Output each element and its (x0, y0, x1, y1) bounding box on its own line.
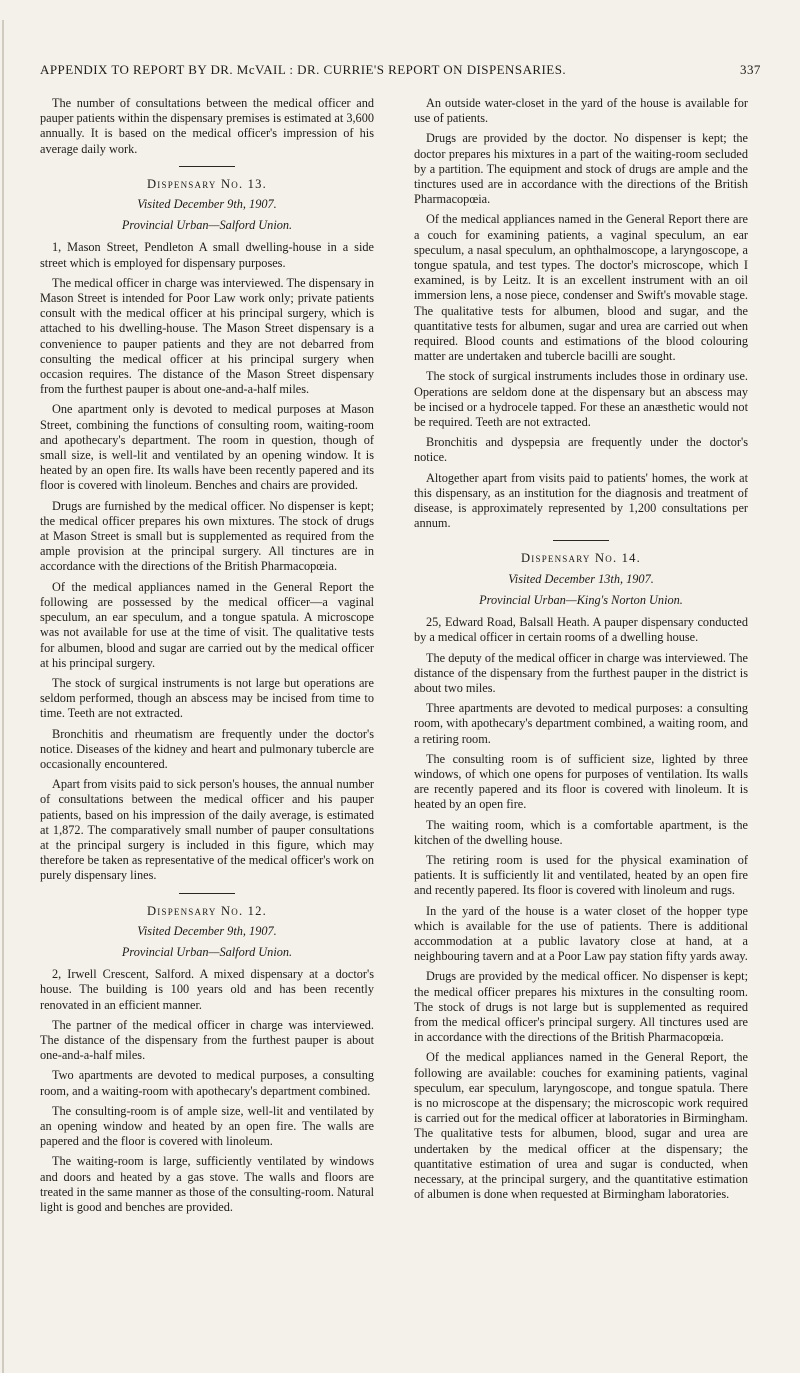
section-divider (553, 540, 609, 541)
paragraph: In the yard of the house is a water closet of the hopper type which is available for the use of patients. There is additional accommodation at a public lavatory close at hand, at a neighbouring tavern and at a Poor Law pay station fifty yards away. (414, 903, 748, 964)
paragraph: The consulting-room is of ample size, well-lit and ventilated by an opening window and heated by an open fire. The walls are papered and the floor is covered with linoleum. (40, 1103, 374, 1149)
paragraph: The waiting room, which is a comfortable apartment, is the kitchen of the dwelling house. (414, 817, 748, 847)
paragraph: The stock of surgical instruments is not large but operations are seldom performed, though an abscess may be incised from time to time. Teeth are not extracted. (40, 675, 374, 721)
visit-date: Visited December 9th, 1907. (137, 923, 277, 938)
paragraph: Bronchitis and dyspepsia are frequently under the doctor's notice. (414, 435, 748, 465)
paragraph: 1, Mason Street, Pendleton A small dwelling-house in a side street which is employed for dispensary purposes. (40, 240, 374, 270)
section-title: Dispensary No. 14. (521, 551, 641, 566)
paragraph: Bronchitis and rheumatism are frequently under the doctor's notice. Diseases of the kidney and heart and pulmonary tubercle are occasionally encountered. (40, 726, 374, 771)
paragraph: The medical officer in charge was interviewed. The dispensary in Mason Street is intended for Poor Law work only; private patients consult with the medical officer at his principal surgery, which is attached to his dwelling-house. The Mason Street dispensary is a convenience to pauper patients and they are not debarred from consulting the medical officer at his principal surgery when occasion requires. The distance of the Mason Street dispensary from the furthest pauper is about one-and-a-half miles. (40, 275, 374, 397)
section-divider (179, 893, 235, 894)
paragraph: The partner of the medical officer in charge was interviewed. The distance of the dispensary from the furthest pauper is about one-and-a-half miles. (40, 1017, 374, 1063)
section-title: Dispensary No. 12. (147, 903, 267, 918)
district-label: Provincial Urban—King's Norton Union. (479, 592, 683, 607)
paragraph: 25, Edward Road, Balsall Heath. A pauper dispensary conducted by a medical officer in certain rooms of a dwelling house. (414, 615, 748, 645)
page-number: 337 (740, 62, 761, 77)
right-column (414, 96, 748, 1207)
paragraph: Drugs are provided by the doctor. No dispenser is kept; the doctor prepares his mixtures in a part of the waiting-room secluded by a partition. The equipment and stock of drugs are ample and the tinctures used are in accordance with the directions of the British Pharmacopœia. (414, 131, 748, 207)
paragraph: Of the medical appliances named in the General Report there are a couch for examining patients, a vaginal speculum, an ear speculum, a nasal speculum, an ophthalmoscope, a laryngoscope, a tongue spatula, and test types. The doctor's microscope, which I examined, is by Leitz. It is an excellent instrument with an oil immersion lens, a nose piece, condenser and Swift's movable stage. The qualitative tests for albumen, blood and sugar, and the quantitative tests for albumen, sugar and urea are carried out when required. Blood counts and estimations of the blood colouring matter are undertaken and tubercle bacilli are sought. (414, 212, 748, 364)
district-label: Provincial Urban—Salford Union. (121, 218, 293, 233)
paragraph: Drugs are furnished by the medical officer. No dispenser is kept; the medical officer prepares his own mixtures. The stock of drugs at Mason Street is small but is supplemented as required from the ample provision at the principal surgery. All tinctures are in accordance with the directions of the British Pharmacopœia. (40, 498, 374, 574)
paragraph: The number of consultations between the medical officer and pauper patients within the dispensary premises is estimated at 3,600 annually. It is based on the medical officer's impression of his average daily work. (40, 96, 374, 156)
paragraph: The stock of surgical instruments includes those in ordinary use. Operations are seldom done at the dispensary but an abscess may be incised or a hydrocele tapped. For these an anæsthetic would not be required. Teeth are not extracted. (414, 369, 748, 430)
paragraph: An outside water-closet in the yard of the house is available for use of patients. (414, 96, 748, 126)
paragraph: The waiting-room is large, sufficiently ventilated by windows and doors and heated by a gas stove. The walls and floors are treated in the same manner as those of the consulting-room. Natural light is good and benches are provided. (40, 1154, 374, 1214)
visit-date: Visited December 13th, 1907. (508, 571, 654, 586)
paragraph: One apartment only is devoted to medical purposes at Mason Street, combining the functions of consulting room, waiting-room and apothecary's department. The room in question, though of small size, is well-lit and ventilated by an opening window. It is heated by an open fire. Its walls have been recently papered and its floor is covered with linoleum. Benches and chairs are provided. (40, 402, 374, 493)
paragraph: The retiring room is used for the physical examination of patients. It is sufficiently lit and ventilated, heated by an open fire and recently papered. Its floor is covered with linoleum and rugs. (414, 852, 748, 898)
paragraph: Apart from visits paid to sick person's houses, the annual number of consultations between the medical officer and his pauper patients, based on his impression of the daily average, is estimated at 1,872. The comparatively small number of pauper consultations at the principal surgery is included in this figure, which may therefore be taken as representative of the medical officer's work on purely dispensary lines. (40, 777, 374, 883)
paragraph: The consulting room is of sufficient size, lighted by three windows, of which one opens for purposes of ventilation. Its walls are recently papered and its floor is covered with linoleum. It is heated by an open fire. (414, 751, 748, 812)
running-title: APPENDIX TO REPORT BY DR. McVAIL : DR. CURRIE'S REPORT ON DISPENSARIES. (40, 62, 567, 77)
paragraph: Two apartments are devoted to medical purposes, a consulting room, and a waiting-room with apothecary's department combined. (40, 1068, 374, 1098)
visit-date: Visited December 9th, 1907. (137, 197, 277, 212)
paragraph: Of the medical appliances named in the General Report the following are possessed by the medical officer—a vaginal speculum, an ear speculum, and a tongue spatula. A microscope was not available for use at the time of visit. The qualitative tests for albumen, blood and sugar are carried out by the medical officer at his principal surgery. (40, 579, 374, 670)
paragraph: Drugs are provided by the medical officer. No dispenser is kept; the medical officer prepares his mixtures in the consulting room. The stock of drugs is not large but is supplemented as required from the medical officer's principal surgery. All tinctures used are in accordance with the directions of the British Pharmacopœia. (414, 969, 748, 1045)
left-column (40, 96, 374, 1220)
section-title: Dispensary No. 13. (147, 176, 267, 191)
paragraph: Altogether apart from visits paid to patients' homes, the work at this dispensary, as an institution for the diagnosis and treatment of disease, is approximately represented by 1,200 consultations per annum. (414, 470, 748, 531)
paragraph: The deputy of the medical officer in charge was interviewed. The distance of the dispensary from the furthest pauper in the district is about two miles. (414, 650, 748, 695)
page-edge-rule (2, 20, 4, 1373)
paragraph: Three apartments are devoted to medical purposes: a consulting room, with apothecary's department combined, a waiting room, and a retiring room. (414, 701, 748, 746)
paragraph: 2, Irwell Crescent, Salford. A mixed dispensary at a doctor's house. The building is 100 years old and has been recently renovated in an efficient manner. (40, 967, 374, 1012)
section-divider (179, 166, 235, 167)
district-label: Provincial Urban—Salford Union. (121, 944, 293, 959)
paragraph: Of the medical appliances named in the General Report, the following are available: couches for examining patients, vaginal speculum, ear speculum, laryngoscope, and tongue spatula. There is no microscope at the dispensary; the microscopic work required is carried out for the medical officer at laboratories in Birmingham. The qualitative tests for albumen, blood, sugar and urea are undertaken by the medical officer at the dispensary; the quantitative estimation of urea and sugar is conducted, when necessary, at the principal surgery, and the quantitative estimation of albumen is done when requested at Birmingham laboratories. (414, 1050, 748, 1202)
